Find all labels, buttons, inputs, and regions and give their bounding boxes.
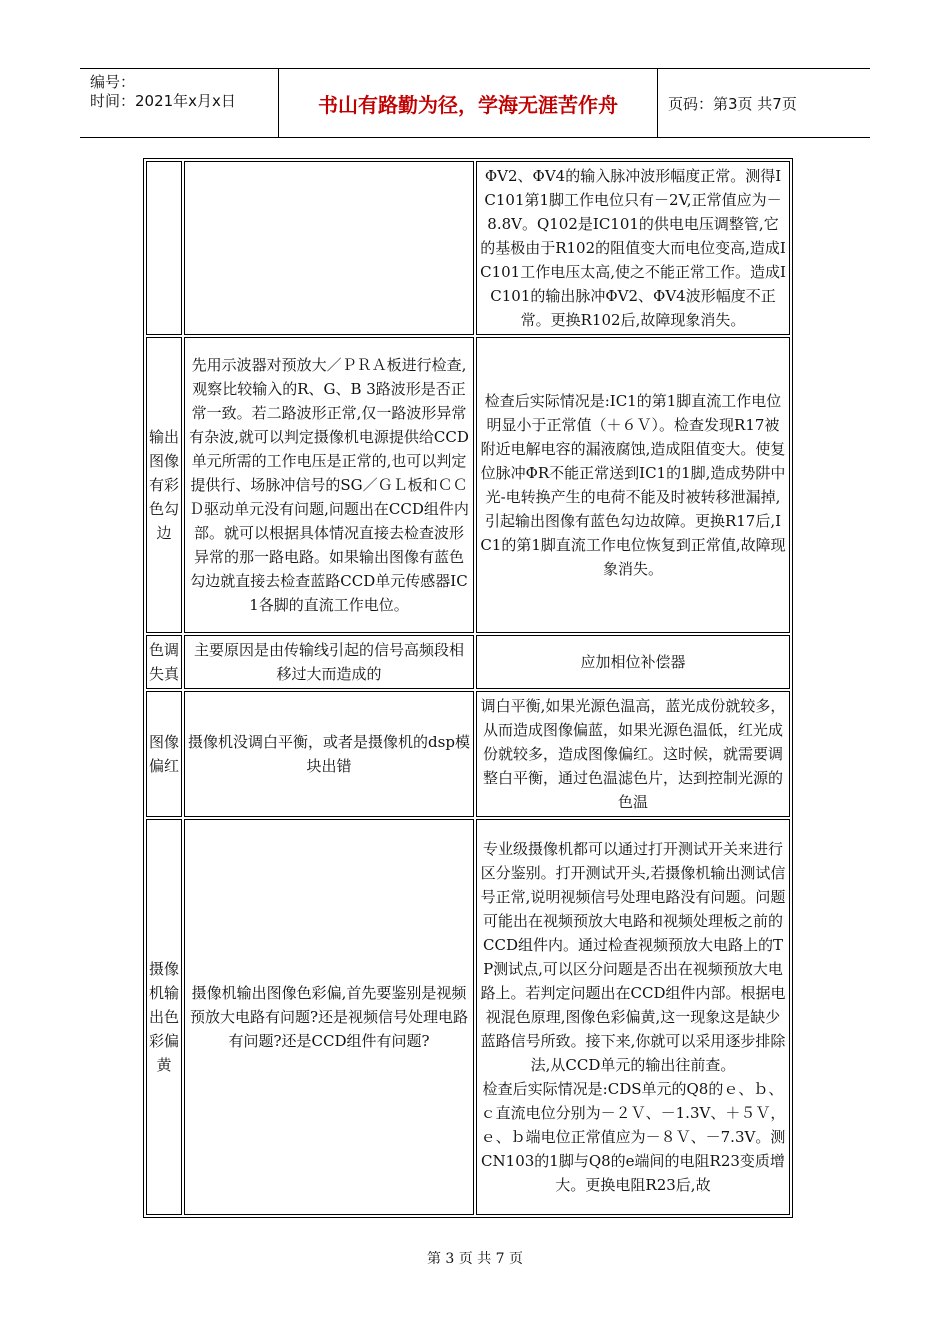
table-row (146, 819, 790, 1215)
page-footer: 第 3 页 共 7 页 (426, 1251, 524, 1267)
document-date: 时间：2021年x月x日 (90, 92, 236, 110)
header-page-number: 页码：第3页 共7页 (668, 94, 797, 113)
header-motto: 书山有路勤为径，学海无涯苦作舟 (279, 69, 658, 137)
check-method-cell: 摄像机没调白平衡，或者是摄像机的dsp模块出错 (184, 691, 474, 817)
check-method-cell (184, 161, 474, 335)
check-method-cell: 摄像机输出图像色彩偏,首先要鉴别是视频预放大电路有问题?还是视频信号处理电路有问题?还是CCD组件有问题? (184, 819, 474, 1215)
troubleshooting-table (143, 158, 793, 1218)
table-row (146, 635, 790, 689)
result-paragraph: 检查后实际情况是:CDS单元的Q8的ｅ、ｂ、ｃ直流电位分别为－２Ｖ、－1.3V、＋５Ｖ，ｅ、ｂ端电位正常值应为－８Ｖ、－7.3V。测CN103的1脚与Q8的e端间的电阻R23变质增大。更换电阻R23后,故 (480, 1080, 786, 1194)
result-cell: 应加相位补偿器 (476, 635, 790, 689)
result-paragraph: 专业级摄像机都可以通过打开测试开关来进行区分鉴别。打开测试开头,若摄像机输出测试信号正常,说明视频信号处理电路没有问题。问题可能出在视频预放大电路和视频处理板之前的CCD组件内。通过检查视频预放大电路上的TP测试点,可以区分问题是否出在视频预放大电路上。若判定问题出在CCD组件内部。根据电视混色原理,图像色彩偏黄,这一现象这是缺少蓝路信号所致。接下来,你就可以采用逐步排除法,从CCD单元的输出往前查。 (480, 840, 786, 1074)
result-cell: ΦV2、ΦV4的输入脉冲波形幅度正常。测得IC101第1脚工作电位只有－2V,正常值应为－8.8V。Q102是IC101的供电电压调整管,它的基极由于R102的阻值变大而电位变高,造成IC101工作电压太高,使之不能正常工作。造成IC101的输出脉冲ΦV2、ΦV4波形幅度不正常。更换R102后,故障现象消失。 (476, 161, 790, 335)
table-row (146, 691, 790, 817)
document-number: 编号： (90, 73, 136, 91)
page-header (80, 68, 870, 138)
table-row (146, 161, 790, 335)
result-cell: 检查后实际情况是:IC1的第1脚直流工作电位明显小于正常值（＋６Ｖ）。检查发现R17被附近电解电容的漏液腐蚀,造成阻值变大。使复位脉冲ΦR不能正常送到IC1的1脚,造成势阱中光-电转换产生的电荷不能及时被转移泄漏掉,引起输出图像有蓝色勾边故障。更换R17后,IC1的第1脚直流工作电位恢复到正常值,故障现象消失。 (476, 337, 790, 633)
check-method-cell: 先用示波器对预放大／ＰＲＡ板进行检查,观察比较输入的R、G、B 3路波形是否正常一致。若二路波形正常,仅一路波形异常有杂波,就可以判定摄像机电源提供给CCD单元所需的工作电压是正常的,也可以判定提供行、场脉冲信号的SG／ＧＬ板和ＣＣＤ驱动单元没有问题,问题出在CCD组件内部。就可以根据具体情况直接去检查波形异常的那一路电路。如果输出图像有蓝色勾边就直接去检查蓝路CCD单元传感器IC1各脚的直流工作电位。 (184, 337, 474, 633)
result-cell (476, 819, 790, 1215)
symptom-cell (146, 161, 182, 335)
symptom-cell: 摄像机输出色彩偏黄 (146, 819, 182, 1215)
symptom-cell: 图像偏红 (146, 691, 182, 817)
table-row (146, 337, 790, 633)
result-cell: 调白平衡,如果光源色温高，蓝光成份就较多，从而造成图像偏蓝，如果光源色温低，红光成份就较多，造成图像偏红。这时候，就需要调整白平衡，通过色温滤色片，达到控制光源的色温 (476, 691, 790, 817)
symptom-cell: 色调失真 (146, 635, 182, 689)
header-meta (80, 69, 279, 137)
symptom-cell: 输出图像有彩色勾边 (146, 337, 182, 633)
check-method-cell: 主要原因是由传输线引起的信号高频段相移过大而造成的 (184, 635, 474, 689)
